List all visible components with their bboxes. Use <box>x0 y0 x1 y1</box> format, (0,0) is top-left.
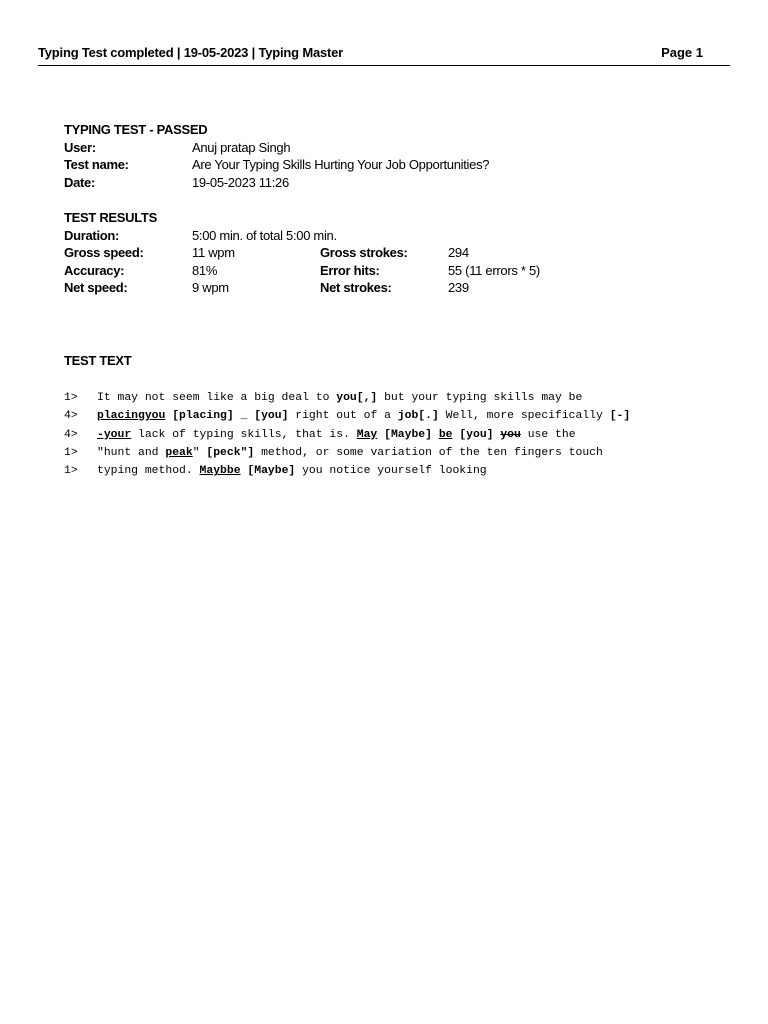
mistyped-word: May <box>356 428 378 441</box>
line-text <box>97 447 603 459</box>
test-name-value: Are Your Typing Skills Hurting Your Job Opportunities? <box>192 157 490 172</box>
error-hits-value: 55 (11 errors * 5) <box>448 262 540 278</box>
summary-section <box>64 122 490 192</box>
date-value: 19-05-2023 11:26 <box>192 174 289 190</box>
net-strokes-label: Net strokes: <box>320 280 392 295</box>
mistyped-word: -your <box>97 428 132 441</box>
header-title: Typing Test completed | 19-05-2023 | Typing Master <box>38 45 344 60</box>
correction: [peck"] <box>206 446 255 459</box>
correction: job[.] <box>397 410 439 423</box>
correction: [Maybe] <box>240 465 296 478</box>
correction: [you] <box>452 428 501 441</box>
date-row <box>64 174 289 193</box>
results-title: TEST RESULTS <box>64 210 157 225</box>
mistyped-word: placingyou <box>97 410 166 423</box>
correction: [you] <box>247 410 289 423</box>
line-text <box>97 392 582 404</box>
text-segment: you notice yourself looking <box>295 465 487 478</box>
page-header <box>38 45 730 66</box>
text-segment: method, or some variation of the ten fingers touch <box>254 446 603 459</box>
correction: [Maybe] <box>377 428 439 441</box>
user-row <box>64 139 291 158</box>
duration-value: 5:00 min. of total 5:00 min. <box>192 227 337 243</box>
line-text <box>97 465 487 477</box>
gross-strokes-label: Gross strokes: <box>320 245 408 260</box>
text-segment: It may not seem like a big deal to <box>97 392 337 404</box>
line-error-count: 1> <box>64 446 78 459</box>
line-error-count: 1> <box>64 392 78 404</box>
mistyped-word: be <box>438 428 453 441</box>
line-text <box>97 410 630 422</box>
duration-row <box>64 227 337 246</box>
gross-strokes-value: 294 <box>448 245 469 260</box>
correction: you[,] <box>336 392 378 404</box>
accuracy-row <box>64 262 540 281</box>
test-name-label: Test name: <box>64 157 129 172</box>
net-speed-value: 9 wpm <box>192 280 229 295</box>
page-number: Page 1 <box>661 45 703 60</box>
test-name-row <box>64 157 490 175</box>
user-value: Anuj pratap Singh <box>192 139 291 155</box>
net-row <box>64 280 469 298</box>
error-hits-label: Error hits: <box>320 262 380 278</box>
mistyped-word: Maybbe <box>199 465 241 478</box>
net-speed-label: Net speed: <box>64 280 128 295</box>
accuracy-label: Accuracy: <box>64 262 125 278</box>
line-error-count: 1> <box>64 465 78 478</box>
text-segment: " <box>192 446 207 459</box>
text-segment: "hunt and <box>97 446 166 459</box>
duration-label: Duration: <box>64 227 120 243</box>
text-segment: but your typing skills may be <box>377 392 583 404</box>
summary-title: TYPING TEST - PASSED <box>64 122 208 137</box>
line-text <box>97 429 576 441</box>
text-segment: use the <box>520 428 576 441</box>
gross-speed-value: 11 wpm <box>192 245 235 260</box>
line-error-count: 4> <box>64 428 78 441</box>
text-segment: right out of a <box>288 410 398 423</box>
test-text-heading <box>64 353 131 371</box>
gross-row <box>64 245 469 263</box>
line-error-count: 4> <box>64 410 78 423</box>
net-strokes-value: 239 <box>448 280 469 295</box>
text-segment: _ <box>240 410 248 423</box>
extra-word: you <box>500 428 521 441</box>
text-segment: typing method. <box>97 465 200 478</box>
text-segment: lack of typing skills, that is. <box>131 428 357 441</box>
date-label: Date: <box>64 174 96 190</box>
text-segment: Well, more specifically <box>438 410 610 423</box>
accuracy-value: 81% <box>192 262 218 278</box>
correction: [placing] <box>165 410 241 423</box>
test-text-title: TEST TEXT <box>64 353 132 368</box>
correction: [-] <box>609 410 631 423</box>
mistyped-word: peak <box>165 446 193 459</box>
user-label: User: <box>64 139 96 155</box>
gross-speed-label: Gross speed: <box>64 245 144 260</box>
results-section <box>64 210 540 298</box>
